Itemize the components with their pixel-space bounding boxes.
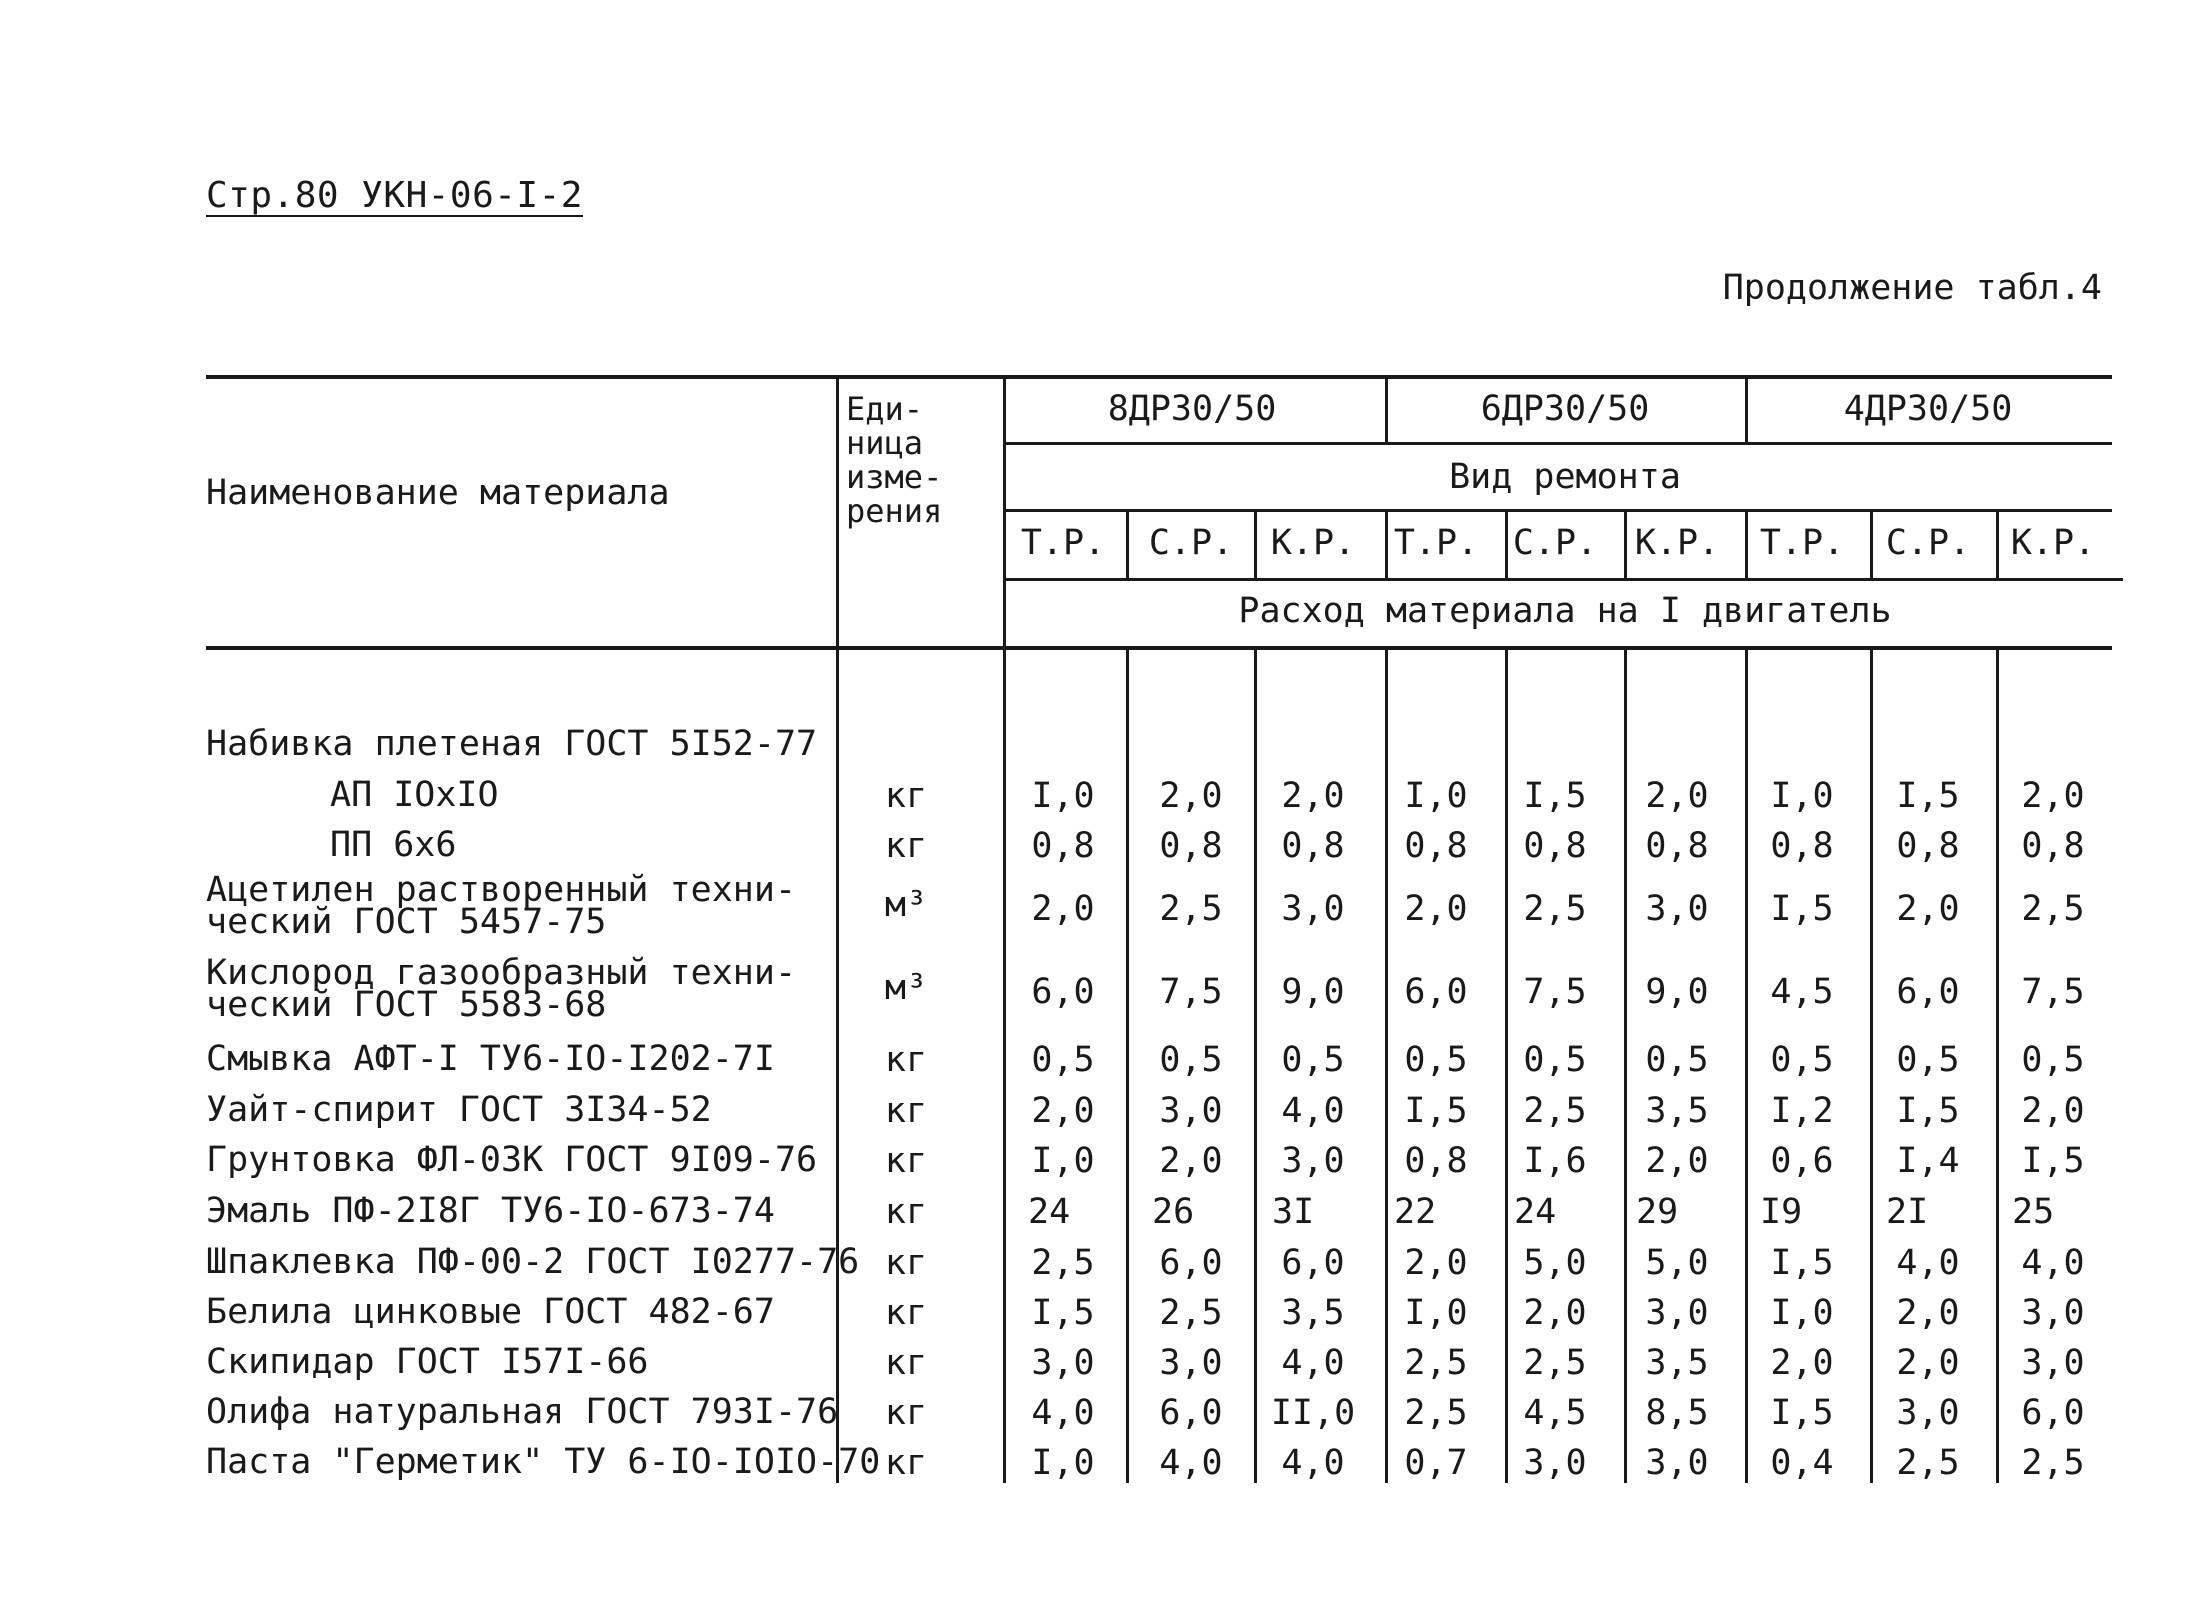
unit-header-line-1: Еди- [846,390,924,428]
value-cell: 6,0 [1159,1393,1223,1433]
unit-cell: м³ [884,968,928,1008]
value-column-divider [1505,648,1508,1483]
value-cell: 4,0 [1281,1443,1345,1483]
subheader-rule [1003,578,2123,581]
engine-group-6dr: 6ДР30/50 [1480,389,1650,429]
material-column-header: Наименование материала [206,473,670,513]
value-cell: 0,8 [1770,826,1834,866]
material-name-line: Эмаль ПФ-2I8Г ТУ6-IO-673-74 [206,1191,775,1231]
material-name-line: АП IOxIO [330,775,499,815]
repair-type-divider [1624,509,1627,580]
value-cell: I,0 [1031,1141,1095,1181]
value-cell: I,5 [1523,776,1587,816]
value-cell: 26 [1152,1192,1195,1232]
unit-cell: кг [884,826,928,866]
value-cell: 4,0 [1159,1443,1223,1483]
repair-type-rule [1003,509,2112,512]
material-name-line: Белила цинковые ГОСТ 482-67 [206,1292,775,1332]
repair-type-header: Вид ремонта [1449,457,1681,497]
material-name [206,1039,775,1079]
value-cell: I,0 [1031,1443,1095,1483]
value-cell: 2,0 [1645,1141,1709,1181]
value-cell: 2,5 [1031,1243,1095,1283]
value-cell: 0,5 [2021,1040,2085,1080]
value-cell: 2,5 [1159,1293,1223,1333]
value-cell: I,2 [1770,1091,1834,1131]
value-cell: 0,5 [1645,1040,1709,1080]
value-cell: 3,0 [2021,1293,2085,1333]
material-name-line: Грунтовка ФЛ-03К ГОСТ 9I09-76 [206,1140,818,1180]
value-column-divider [1996,648,1999,1483]
value-cell: 0,8 [1896,826,1960,866]
value-cell: 6,0 [2021,1393,2085,1433]
value-cell: 2,0 [1896,1293,1960,1333]
value-cell: 2,0 [1281,776,1345,816]
value-cell: 2,0 [1404,1243,1468,1283]
value-cell: I,0 [1031,776,1095,816]
value-cell: 2,5 [1159,889,1223,929]
value-cell: 2,0 [2021,1091,2085,1131]
unit-cell: кг [884,1293,928,1333]
unit-cell: кг [884,1393,928,1433]
table-top-rule [206,375,2112,379]
value-cell: 2,5 [2021,1443,2085,1483]
value-cell: 3,0 [1645,889,1709,929]
value-cell: 6,0 [1404,972,1468,1012]
group-rule [1003,442,2112,445]
repair-type-cell: С.Р. [1885,523,1971,563]
value-cell: 2I [1886,1192,1929,1232]
value-cell: 3,0 [2021,1343,2085,1383]
value-cell: 2,0 [1645,776,1709,816]
unit-cell: кг [884,1343,928,1383]
value-cell: 3,0 [1159,1343,1223,1383]
value-cell: 3,0 [1523,1443,1587,1483]
material-name-line: Набивка плетеная ГОСТ 5I52-77 [206,724,818,764]
value-column-divider [1745,648,1748,1483]
data-col-divider [1003,375,1006,1483]
material-name [206,1442,881,1482]
value-cell: 2,0 [1523,1293,1587,1333]
value-cell: 2,5 [2021,889,2085,929]
value-cell: 24 [1028,1192,1071,1232]
value-cell: I,0 [1770,776,1834,816]
value-column-divider [1624,648,1627,1483]
unit-cell: кг [884,1141,928,1181]
value-cell: 3,0 [1645,1443,1709,1483]
value-cell: 4,5 [1770,972,1834,1012]
unit-header-line-2: ница [846,424,924,462]
value-cell: 2,0 [2021,776,2085,816]
material-name-line: Шпаклевка ПФ-00-2 ГОСТ I0277-76 [206,1242,860,1282]
engine-group-4dr: 4ДР30/50 [1843,389,2013,429]
value-cell: 2,5 [1404,1393,1468,1433]
value-cell: 2,0 [1159,1141,1223,1181]
material-name [206,1292,775,1332]
unit-cell: кг [884,1040,928,1080]
value-column-divider [1385,648,1388,1483]
value-cell: I,5 [1896,1091,1960,1131]
unit-header-line-3: изме- [846,458,943,496]
value-cell: II,0 [1270,1393,1356,1433]
value-cell: 0,5 [1281,1040,1345,1080]
value-cell: 0,6 [1770,1141,1834,1181]
group-divider-1 [1385,375,1388,445]
repair-type-divider [1996,509,1999,580]
value-cell: 0,7 [1404,1443,1468,1483]
value-cell: 2,5 [1523,889,1587,929]
value-cell: I,0 [1404,776,1468,816]
value-cell: 2,5 [1404,1343,1468,1383]
value-cell: I9 [1760,1192,1803,1232]
value-cell: 3,0 [1281,1141,1345,1181]
value-column-divider [1870,648,1873,1483]
value-cell: I,0 [1770,1293,1834,1333]
value-cell: 3,0 [1159,1091,1223,1131]
value-cell: 0,4 [1770,1443,1834,1483]
value-cell: 4,0 [1281,1343,1345,1383]
repair-type-divider [1385,509,1388,580]
value-cell: 4,0 [1281,1091,1345,1131]
value-cell: I,6 [1523,1141,1587,1181]
value-cell: 24 [1514,1192,1557,1232]
value-cell: I,5 [1770,1393,1834,1433]
value-cell: 2,0 [1896,1343,1960,1383]
unit-cell: кг [884,1091,928,1131]
unit-header-line-4: рения [846,492,943,530]
value-cell: 2,0 [1896,889,1960,929]
material-name [206,870,797,942]
value-cell: 22 [1394,1192,1437,1232]
material-name [206,1392,839,1432]
value-cell: I,0 [1404,1293,1468,1333]
material-name-line: ческий ГОСТ 5583-68 [206,985,607,1025]
value-cell: 2,5 [1523,1091,1587,1131]
material-name-line: ПП 6х6 [330,825,457,865]
material-name-line: Смывка АФТ-I ТУ6-IO-I202-7I [206,1039,775,1079]
value-cell: 4,5 [1523,1393,1587,1433]
value-cell: 2,0 [1031,1091,1095,1131]
repair-type-cell: С.Р. [1512,523,1598,563]
value-cell: 2,0 [1159,776,1223,816]
unit-cell: м³ [884,885,928,925]
repair-type-cell: К.Р. [1270,523,1356,563]
value-cell: 0,5 [1770,1040,1834,1080]
value-cell: 0,8 [1031,826,1095,866]
value-cell: 3,5 [1645,1091,1709,1131]
value-cell: I,5 [1031,1293,1095,1333]
value-cell: 2,0 [1770,1343,1834,1383]
value-cell: 29 [1636,1192,1679,1232]
value-cell: 2,0 [1404,889,1468,929]
repair-type-cell: К.Р. [2010,523,2096,563]
value-cell: 7,5 [2021,972,2085,1012]
material-name-line: Олифа натуральная ГОСТ 793I-76 [206,1392,839,1432]
repair-type-divider [1870,509,1873,580]
value-cell: 5,0 [1523,1243,1587,1283]
value-cell: I,4 [1896,1141,1960,1181]
repair-type-cell: Т.Р. [1020,523,1106,563]
value-cell: 3,5 [1281,1293,1345,1333]
consumption-header: Расход материала на I двигатель [1238,591,1892,631]
material-name [206,953,797,1025]
material-name [206,1191,775,1231]
value-cell: 4,0 [1896,1243,1960,1283]
repair-type-cell: Т.Р. [1759,523,1845,563]
value-column-divider [1126,648,1129,1483]
value-cell: I,5 [1404,1091,1468,1131]
material-name [206,1140,818,1180]
value-cell: 0,8 [1404,1141,1468,1181]
value-cell: 0,5 [1896,1040,1960,1080]
value-cell: 0,5 [1523,1040,1587,1080]
material-name-line: ческий ГОСТ 5457-75 [206,902,607,942]
unit-cell: кг [884,1192,928,1232]
repair-type-divider [1745,509,1748,580]
value-cell: 3,0 [1645,1293,1709,1333]
value-cell: 6,0 [1281,1243,1345,1283]
value-cell: 9,0 [1645,972,1709,1012]
page-header: Стр.80 УКН-06-I-2 [206,175,583,216]
value-column-divider [1254,648,1257,1483]
repair-type-cell: К.Р. [1634,523,1720,563]
material-name [330,825,457,865]
group-divider-2 [1745,375,1748,445]
material-name-line: Уайт-спирит ГОСТ 3I34-52 [206,1090,712,1130]
unit-column-header [846,392,942,528]
value-cell: I,5 [2021,1141,2085,1181]
value-cell: 2,5 [1896,1443,1960,1483]
unit-cell: кг [884,1443,928,1483]
value-cell: 25 [2012,1192,2055,1232]
header-bottom-rule [206,646,2112,650]
value-cell: 0,8 [1523,826,1587,866]
value-cell: 0,8 [1645,826,1709,866]
value-cell: 2,0 [1031,889,1095,929]
repair-type-divider [1505,509,1508,580]
value-cell: 8,5 [1645,1393,1709,1433]
repair-type-divider [1254,509,1257,580]
value-cell: I,5 [1896,776,1960,816]
material-name [206,1342,649,1382]
value-cell: 3,0 [1896,1393,1960,1433]
value-cell: I,5 [1770,1243,1834,1283]
value-cell: 5,0 [1645,1243,1709,1283]
value-cell: 0,5 [1404,1040,1468,1080]
value-cell: 4,0 [2021,1243,2085,1283]
value-cell: 6,0 [1031,972,1095,1012]
value-cell: 2,5 [1523,1343,1587,1383]
material-name [206,724,818,764]
repair-type-divider [1126,509,1129,580]
unit-cell: кг [884,1243,928,1283]
value-cell: 7,5 [1523,972,1587,1012]
value-cell: I,5 [1770,889,1834,929]
value-cell: 3,5 [1645,1343,1709,1383]
material-name [206,1242,860,1282]
value-cell: 4,0 [1031,1393,1095,1433]
value-cell: 0,8 [1159,826,1223,866]
value-cell: 0,8 [1281,826,1345,866]
material-name-line: Ацетилен растворенный техни- [206,870,797,910]
repair-type-cell: Т.Р. [1393,523,1479,563]
material-name [206,1090,712,1130]
material-name-line: Скипидар ГОСТ I57I-66 [206,1342,649,1382]
unit-cell: кг [884,776,928,816]
value-cell: 3,0 [1031,1343,1095,1383]
value-cell: 0,8 [2021,826,2085,866]
value-cell: 0,8 [1404,826,1468,866]
value-cell: 6,0 [1159,1243,1223,1283]
material-name [330,775,499,815]
material-name-line: Паста "Герметик" ТУ 6-IO-IOIO-70 [206,1442,881,1482]
value-cell: 9,0 [1281,972,1345,1012]
value-cell: 0,5 [1031,1040,1095,1080]
unit-col-divider [836,375,839,1483]
value-cell: 7,5 [1159,972,1223,1012]
engine-group-8dr: 8ДР30/50 [1107,389,1277,429]
value-cell: 3I [1272,1192,1315,1232]
value-cell: 3,0 [1281,889,1345,929]
value-cell: 6,0 [1896,972,1960,1012]
repair-type-cell: С.Р. [1148,523,1234,563]
table-caption: Продолжение табл.4 [1722,268,2102,308]
material-name-line: Кислород газообразный техни- [206,953,797,993]
value-cell: 0,5 [1159,1040,1223,1080]
